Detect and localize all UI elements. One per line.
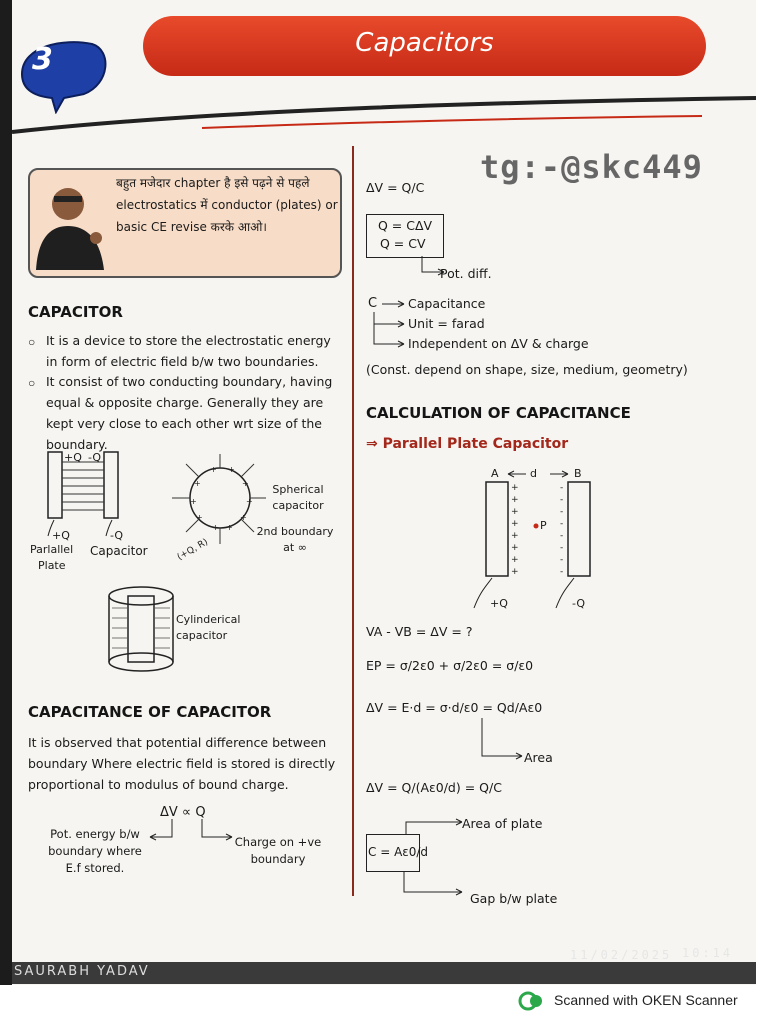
- const-note: (Const. depend on shape, size, medium, geometry): [366, 362, 688, 377]
- spherical-label: Spherical capacitor: [272, 483, 324, 512]
- svg-text:-: -: [560, 519, 564, 529]
- cylindrical-label: Cylinderical capacitor: [176, 613, 241, 642]
- scanner-label: Scanned with OKEN Scanner: [554, 992, 738, 1008]
- svg-text:-: -: [560, 507, 564, 517]
- capacitor-bullet-1: It is a device to store the electrostatic energy in form of electric field b/w two boundaries.: [46, 333, 331, 369]
- svg-text:-: -: [560, 555, 564, 565]
- column-divider: [352, 146, 354, 896]
- proportional-relation: ΔV ∝ Q: [160, 805, 206, 820]
- svg-text:+: +: [226, 523, 233, 532]
- svg-text:+: +: [511, 495, 519, 505]
- capacitance-text: It is observed that potential difference between boundary Where electric field is stored is directly proportional to modulus of bound charge.: [28, 735, 336, 792]
- chapter-title: Capacitors: [355, 28, 494, 58]
- box-formula-1: Q = CΔV: [378, 218, 433, 233]
- plate-b-label: B: [574, 467, 582, 480]
- area-arrow: [478, 716, 528, 762]
- distance-d-label: d: [530, 467, 537, 480]
- box-formula-2: Q = CV: [380, 236, 426, 251]
- teacher-avatar: [34, 176, 112, 270]
- parallel-minus-q: -Q: [88, 451, 102, 464]
- header-swoosh: [12, 90, 756, 140]
- page-edge-shadow: [0, 0, 12, 985]
- svg-text:+: +: [194, 479, 201, 488]
- c-symbol: C: [368, 296, 378, 311]
- c-item-capacitance: Capacitance: [408, 296, 486, 311]
- chapter-number: 3: [32, 42, 53, 77]
- eq-dv-q-over-c: ΔV = Q/(Aε0/d) = Q/C: [366, 780, 502, 795]
- footer-author: SAURABH YADAV: [14, 964, 150, 979]
- svg-text:+: +: [511, 567, 519, 577]
- dv-equals-q-over-c: ΔV = Q/C: [366, 180, 425, 195]
- svg-text:+: +: [228, 465, 235, 474]
- svg-text:+: +: [190, 497, 197, 506]
- svg-text:+: +: [511, 483, 519, 493]
- svg-text:+: +: [511, 531, 519, 541]
- pot-energy-note: Pot. energy b/w boundary where E.f stored.: [48, 827, 142, 875]
- pot-diff-label: Pot. diff.: [440, 266, 492, 281]
- bullet-icon: ○: [28, 335, 36, 349]
- capacitance-heading: CAPACITANCE OF CAPACITOR: [28, 703, 272, 721]
- scanner-logo-icon: [518, 990, 546, 1012]
- c-item-independent: Independent on ΔV & charge: [408, 336, 589, 351]
- scan-date: 11/02/2025: [570, 948, 673, 962]
- capacitor-heading: CAPACITOR: [28, 303, 123, 321]
- svg-text:+: +: [242, 479, 249, 488]
- intro-text: बहुत मजेदार chapter है इसे पढ़ने से पहले electrostatics में conductor (plates) or basic CE revise करके आओ।: [116, 176, 338, 234]
- parallel-label-minus-q: -Q: [110, 529, 124, 542]
- gap-label: Gap b/w plate: [470, 891, 558, 906]
- svg-text:-: -: [560, 567, 564, 577]
- eq-va-vb: VA - VB = ΔV = ?: [366, 624, 473, 639]
- c-tree-arrows: [370, 296, 410, 354]
- ppc-plus-q: +Q: [490, 597, 508, 610]
- charge-note: Charge on +ve boundary: [234, 835, 322, 866]
- eq-dv-ed: ΔV = E·d = σ·d/ε0 = Qd/Aε0: [366, 700, 543, 715]
- svg-text:+: +: [511, 519, 519, 529]
- capacitor-bullet-2: It consist of two conducting boundary, having equal & opposite charge. Generally they are kept very close to each other wrt size of the boundary.: [46, 374, 333, 452]
- parallel-label-plus-q: +Q: [52, 529, 70, 542]
- parallel-caption-right: Capacitor: [90, 544, 148, 558]
- bullet-icon: ○: [28, 376, 36, 390]
- svg-text:+: +: [511, 507, 519, 517]
- svg-text:+: +: [511, 543, 519, 553]
- svg-text:+: +: [240, 513, 247, 522]
- scan-time: 10:14: [682, 946, 734, 960]
- area-of-plate-label: Area of plate: [462, 816, 543, 831]
- svg-text:+: +: [246, 497, 253, 506]
- cylindrical-capacitor-figure: [104, 584, 178, 676]
- ppc-figure: [470, 462, 600, 614]
- svg-text:-: -: [560, 543, 564, 553]
- parallel-plus-q: +Q: [64, 451, 82, 464]
- svg-text:+: +: [212, 523, 219, 532]
- c-item-unit: Unit = farad: [408, 316, 485, 331]
- eq-capacitance: C = Aε0/d: [368, 845, 429, 859]
- svg-text:-: -: [560, 495, 564, 505]
- svg-text:+: +: [511, 555, 519, 565]
- ppc-minus-q: -Q: [572, 597, 586, 610]
- svg-text:-: -: [560, 531, 564, 541]
- spherical-boundary-label: 2nd boundary at ∞: [256, 525, 334, 554]
- svg-text:-: -: [560, 483, 564, 493]
- parallel-plate-heading: ⇒ Parallel Plate Capacitor: [366, 436, 569, 452]
- svg-text:+: +: [196, 513, 203, 522]
- parallel-caption-left-1: Parlallel: [30, 543, 74, 556]
- spherical-charge-label: (+Q, R): [175, 537, 210, 563]
- parallel-caption-left-2: Plate: [38, 559, 66, 572]
- svg-text:+: +: [210, 465, 217, 474]
- point-p-label: P: [540, 519, 547, 532]
- area-label: Area: [524, 750, 553, 765]
- eq-field-p: EP = σ/2ε0 + σ/2ε0 = σ/ε0: [366, 658, 534, 673]
- watermark-text: tg:-@skc449: [480, 148, 703, 186]
- calculation-heading: CALCULATION OF CAPACITANCE: [366, 404, 631, 422]
- plate-a-label: A: [491, 467, 499, 480]
